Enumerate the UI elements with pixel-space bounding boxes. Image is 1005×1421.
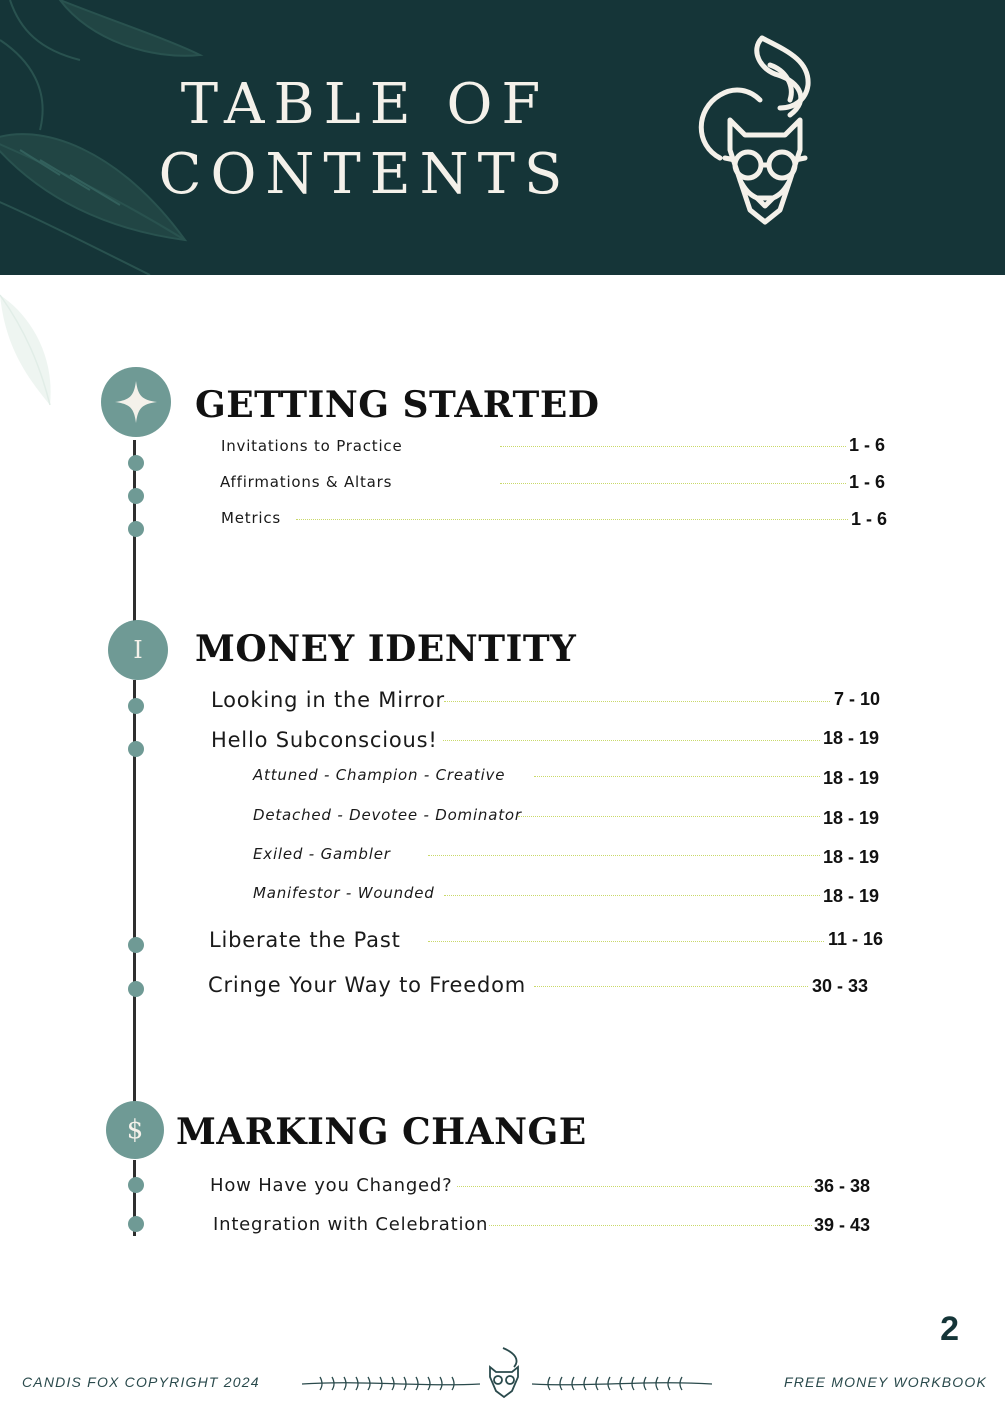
toc-entry-label: Metrics — [221, 509, 282, 527]
toc-entry-label: Invitations to Practice — [221, 437, 403, 455]
leader-dots — [444, 701, 830, 702]
timeline-dot — [128, 521, 144, 537]
toc-entry-pages: 1 - 6 — [851, 509, 888, 529]
toc-entry-pages: 1 - 6 — [849, 435, 886, 455]
toc-entry-label: Attuned - Champion - Creative — [253, 766, 506, 784]
leader-dots — [457, 1186, 812, 1187]
section-title-marking-change: MARKING CHANGE — [176, 1111, 587, 1153]
section-title-getting-started: GETTING STARTED — [195, 384, 600, 426]
toc-entry-pages: 18 - 19 — [823, 847, 880, 867]
toc-entry-pages: 18 - 19 — [823, 768, 880, 788]
timeline-dot — [128, 1216, 144, 1232]
leader-dots — [500, 483, 846, 484]
section-marker-text: I — [133, 636, 143, 664]
toc-entry-label: Exiled - Gambler — [253, 845, 391, 863]
toc-entry-label: Looking in the Mirror — [211, 688, 445, 712]
toc-entry-pages: 1 - 6 — [849, 472, 886, 492]
footer-copyright: CANDIS FOX COPYRIGHT 2024 — [22, 1374, 260, 1390]
leader-dots — [534, 986, 808, 987]
toc-entry-pages: 36 - 38 — [814, 1176, 871, 1196]
header-banner — [0, 0, 1005, 275]
leader-dots — [428, 855, 820, 856]
leader-dots — [534, 776, 820, 777]
sparkle-icon — [113, 379, 159, 425]
section-marker-money-identity — [108, 620, 168, 680]
toc-entry-pages: 11 - 16 — [828, 929, 884, 949]
toc-entry-pages: 30 - 33 — [812, 976, 869, 996]
section-marker-marking-change — [106, 1101, 164, 1159]
toc-entry-label: How Have you Changed? — [210, 1175, 453, 1196]
page-title — [150, 70, 580, 210]
section-title-money-identity: MONEY IDENTITY — [195, 628, 577, 670]
toc-entry-pages: 18 - 19 — [823, 728, 880, 748]
toc-entry-label: Affirmations & Altars — [220, 473, 393, 491]
toc-entry-label: Cringe Your Way to Freedom — [208, 973, 527, 997]
toc-entry-pages: 18 - 19 — [823, 808, 880, 828]
toc-entry-label: Liberate the Past — [209, 928, 401, 952]
footer-vine-ornament — [300, 1345, 715, 1405]
toc-entry-pages: 7 - 10 — [834, 689, 881, 709]
leader-dots — [444, 895, 820, 896]
toc-entry-label: Manifestor - Wounded — [253, 884, 435, 902]
section-marker-text: $ — [126, 1115, 144, 1145]
timeline-dot — [128, 455, 144, 471]
timeline-dot — [128, 937, 144, 953]
toc-entry-label: Detached - Devotee - Dominator — [253, 806, 522, 824]
toc-entry-pages: 18 - 19 — [823, 886, 880, 906]
leader-dots — [500, 446, 846, 447]
toc-entry-label: Integration with Celebration — [213, 1214, 489, 1235]
leader-dots — [518, 816, 820, 817]
page-number: 2 — [940, 1310, 959, 1348]
timeline-dot — [128, 741, 144, 757]
title-line-1: TABLE OF — [180, 72, 550, 137]
leader-dots — [489, 1225, 812, 1226]
leader-dots — [443, 740, 820, 741]
section-marker-getting-started — [101, 367, 171, 437]
footer-workbook-title: FREE MONEY WORKBOOK — [783, 1374, 987, 1390]
timeline-dot — [128, 698, 144, 714]
title-line-2: CONTENTS — [158, 142, 572, 207]
timeline-dot — [128, 1177, 144, 1193]
faint-leaf-decoration — [0, 275, 80, 415]
toc-entry-label: Hello Subconscious! — [211, 728, 438, 752]
leader-dots — [428, 941, 824, 942]
leader-dots — [296, 519, 848, 520]
toc-entry-pages: 39 - 43 — [814, 1215, 871, 1235]
timeline-dot — [128, 981, 144, 997]
fox-with-glasses-icon — [690, 30, 840, 230]
timeline-dot — [128, 488, 144, 504]
